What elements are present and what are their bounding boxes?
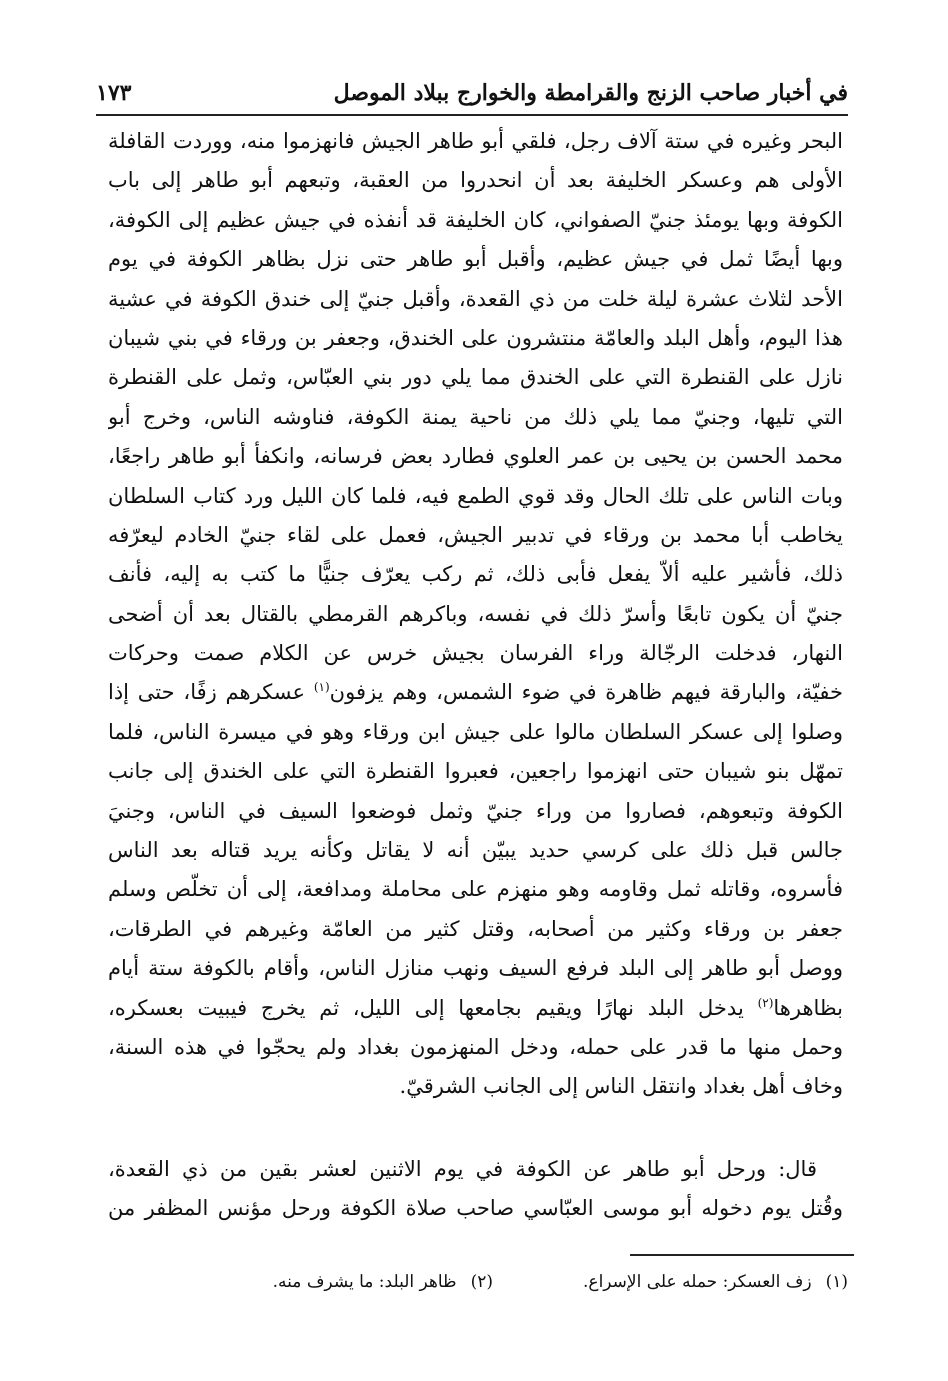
footnote-text: زف العسكر: حمله على الإسراع. <box>583 1272 812 1292</box>
text-line: الكوفة وبها يومئذ جنيّ الصفواني، كان الخليفة قد أنفذه في جيش عظيم إلى الكوفة، <box>108 207 843 232</box>
footnote-2 <box>273 1272 493 1292</box>
text-line: النهار، فدخلت الرجّالة وراء الفرسان بجيش خرس عن الكلام صمت وحركات <box>108 641 843 666</box>
page-number: ١٧٣ <box>96 80 132 106</box>
line-text: بظاهرها <box>773 995 843 1020</box>
line-text: عسكرهم زفًا، حتى إذا <box>108 680 314 705</box>
text-line: جنيّ أن يكون تابعًا وأسرّ ذلك في نفسه، وباكرهم القرمطي بالقتال بعد أن أضحى <box>108 601 843 626</box>
text-line: وبات الناس على تلك الحال وقد قوي الطمع فيه، فلما كان الليل ورد كتاب السلطان <box>108 483 843 508</box>
footnote-number: (١) <box>825 1272 848 1292</box>
footnote-number: (٢) <box>470 1272 493 1292</box>
text-line: تمهّل بنو شيبان حتى انهزموا راجعين، فعبروا القنطرة التي على الخندق إلى جانب <box>108 759 843 784</box>
text-line: البحر وغيره في ستة آلاف رجل، فلقي أبو طاهر الجيش فانهزموا منه، ووردت القافلة <box>108 129 843 153</box>
line-text: يدخل البلد نهارًا ويقيم بجامعها إلى الليل، ثم يخرج فيبيت بعسكره، <box>108 995 758 1020</box>
footnote-ref-1: (١) <box>313 680 330 695</box>
footnote-text: ظاهر البلد: ما يشرف منه. <box>272 1272 457 1292</box>
text-line: محمد الحسن بن يحيى بن عمر العلوي فطارد بعض فرسانه، وانكفأ أبو طاهر راجعًا، <box>108 444 843 469</box>
text-line: وحمل منها ما قدر على حمله، ودخل المنهزمون بغداد ولم يحجّوا في هذه السنة، <box>108 1034 843 1059</box>
text-line: نازل على القنطرة التي على الخندق مما يلي دور بني العبّاس، وثمل على القنطرة <box>108 365 843 390</box>
text-line: هذا اليوم، وأهل البلد والعامّة منتشرون على الخندق، وجعفر بن ورقاء في بني شيبان <box>108 325 843 350</box>
running-title: في أخبار صاحب الزنج والقرامطة والخوارج ببلاد الموصل <box>333 80 848 106</box>
text-line: وقُتل يوم دخوله أبو موسى العبّاسي صاحب صلاة الكوفة ورحل مؤنس المظفر من <box>108 1196 843 1221</box>
text-line: جعفر بن ورقاء وكثير من أصحابه، وقتل كثير من العامّة وغيرهم في الطرقات، <box>108 916 843 941</box>
text-line: جالس قبل ذلك على كرسي حديد يبيّن أنه لا يقاتل وكأنه يريد قتاله بعد الناس <box>108 838 843 863</box>
text-line: وبها أيضًا ثمل في جيش عظيم، وأقبل أبو طاهر حتى نزل بظاهر الكوفة في يوم <box>108 247 843 272</box>
text-line: وصلوا إلى عسكر السلطان مالوا على جيش ابن ورقاء وهو في ميسرة الناس، فلما <box>108 719 843 744</box>
text-line: التي تليها، وجنيّ مما يلي ذلك من ناحية يمنة الكوفة، فناوشه الناس، وخرج أبو <box>108 404 843 429</box>
footnote-rule <box>630 1254 854 1256</box>
text-line: قال: ورحل أبو طاهر عن الكوفة في يوم الاثنين لعشر بقين من ذي القعدة، <box>108 1157 817 1181</box>
line-text: خفيّة، والبارقة فيهم ظاهرة في ضوء الشمس، وهم يزفون <box>329 680 843 705</box>
text-line: الأحد لثلاث عشرة ليلة خلت من ذي القعدة، وأقبل جنيّ إلى خندق الكوفة في عشية <box>108 286 843 311</box>
text-line-with-footnote <box>108 989 843 1028</box>
text-line: ووصل أبو طاهر إلى البلد فرفع السيف ونهب منازل الناس، وأقام بالكوفة ستة أيام <box>108 956 843 981</box>
text-line: ذلك، فأشير عليه ألاّ يفعل فأبى ذلك، ثم ركب يعرّف جنيًّا ما كتب به إليه، فأنف <box>108 562 843 587</box>
text-line: الكوفة وتبعوهم، فصاروا من وراء جنيّ وثمل فوضعوا السيف في الناس، وجنيَ <box>108 798 843 823</box>
footnotes <box>200 1272 848 1312</box>
text-line: يخاطب أبا محمد بن ورقاء في تدبير الجيش، فعمل على لقاء جنيّ الخادم ليعرّفه <box>108 522 843 547</box>
footnote-ref-2: (٢) <box>757 995 774 1010</box>
text-line: وخاف أهل بغداد وانتقل الناس إلى الجانب الشرقيّ. <box>399 1074 843 1099</box>
text-line: فأسروه، وقاتله ثمل وقاومه وهو منهزم على محاملة ومدافعة، إلى أن تخلّص وسلم <box>108 877 843 902</box>
running-header <box>96 76 848 114</box>
paragraph-1 <box>108 122 843 1107</box>
footnote-1 <box>583 1272 848 1292</box>
text-line-with-footnote <box>108 673 843 712</box>
paragraph-2 <box>108 1150 843 1229</box>
header-rule <box>96 114 848 116</box>
text-line: الأولى هم وعسكر الخليفة بعد أن انحدروا من العقبة، وتبعهم أبو طاهر إلى باب <box>108 168 843 193</box>
